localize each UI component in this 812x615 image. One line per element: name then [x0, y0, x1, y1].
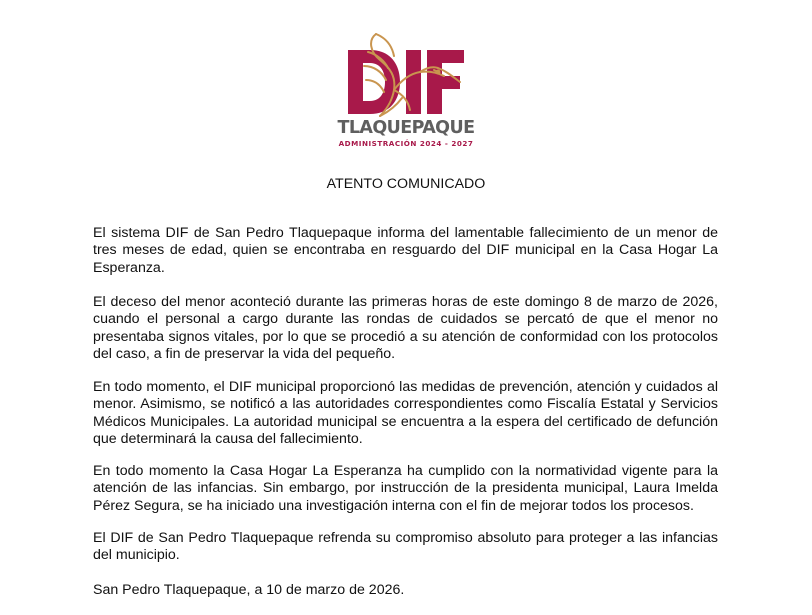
closing-line: San Pedro Tlaquepaque, a 10 de marzo de 2026.	[93, 582, 405, 598]
paragraph-3: En todo momento, el DIF municipal proporcionó las medidas de prevención, atención y cuidados al menor. Asimismo, se notificó a las autoridades correspondientes como Fiscalía Estatal y Servicios Médicos Municipales. La autoridad municipal se encuentra a la espera del certificado de defunción que determinará la causa del fallecimiento.	[93, 379, 718, 448]
paragraph-1: El sistema DIF de San Pedro Tlaquepaque informa del lamentable fallecimiento de un menor de tres meses de edad, quien se encontraba en resguardo del DIF municipal en la Casa Hogar La Esperanza.	[93, 225, 718, 276]
logo-subtitle: TLAQUEPAQUE	[337, 118, 475, 138]
paragraph-5: El DIF de San Pedro Tlaquepaque refrenda su compromiso absoluto para proteger a las infancias del municipio.	[93, 530, 718, 564]
document-title: ATENTO COMUNICADO	[326, 176, 486, 192]
paragraph-4: En todo momento la Casa Hogar La Esperanza ha cumplido con la normatividad vigente para la atención de las infancias. Sin embargo, por instrucción de la presidenta municipal, Laura Imelda Pérez Segura, se ha iniciado una investigación interna con el fin de mejorar todos los procesos.	[93, 463, 718, 514]
dif-logo-mark	[346, 32, 466, 120]
dif-tlaquepaque-logo	[333, 14, 479, 150]
logo-administration: ADMINISTRACIÓN 2024 - 2027	[338, 139, 474, 148]
paragraph-2: El deceso del menor aconteció durante las primeras horas de este domingo 8 de marzo de 2026, cuando el personal a cargo durante las rondas de cuidados se percató de que el menor no presentaba signos vitales, por lo que se procedió a su atención de conformidad con los protocolos del caso, a fin de preservar la vida del pequeño.	[93, 294, 718, 363]
